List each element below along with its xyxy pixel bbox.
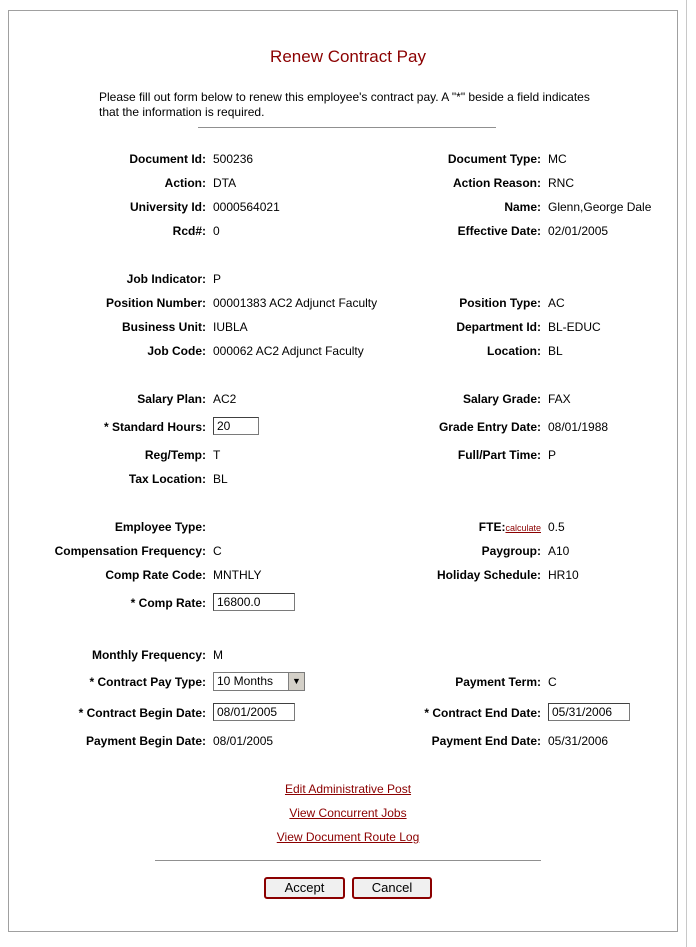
monthly-frequency-value: M (213, 648, 223, 662)
contract-begin-date-input[interactable]: 08/01/2005 (213, 703, 295, 721)
department-id-value: BL-EDUC (548, 320, 601, 334)
payment-end-date-value: 05/31/2006 (548, 734, 609, 748)
holiday-schedule-label: Holiday Schedule: (436, 568, 541, 582)
fte-calculate-link[interactable]: calculate (505, 523, 541, 533)
window-edge (686, 0, 696, 947)
action-value: DTA (213, 176, 237, 190)
salary-grade-value: FAX (548, 392, 571, 406)
job-indicator-label: Job Indicator: (126, 272, 206, 286)
job-code-value: 000062 AC2 Adjunct Faculty (213, 344, 364, 358)
instructions-text: Please fill out form below to renew this employee's contract pay. A "*" beside a field indicates that the information is required. (99, 90, 590, 119)
employee-type-label: Employee Type: (114, 520, 206, 534)
salary-grade-label: Salary Grade: (462, 392, 541, 406)
accept-button[interactable]: Accept (264, 877, 345, 899)
paygroup-label: Paygroup: (481, 544, 541, 558)
fte-label: FTE: (478, 520, 506, 534)
full-part-time-label: Full/Part Time: (457, 448, 541, 462)
document-id-label: Document Id: (129, 152, 206, 166)
name-label: Name: (504, 200, 541, 214)
holiday-schedule-value: HR10 (548, 568, 579, 582)
action-reason-value: RNC (548, 176, 574, 190)
grade-entry-date-label: Grade Entry Date: (438, 420, 541, 434)
comp-rate-code-label: Comp Rate Code: (105, 568, 206, 582)
payment-begin-date-value: 08/01/2005 (213, 734, 274, 748)
payment-term-value: C (548, 675, 557, 689)
effective-date-value: 02/01/2005 (548, 224, 609, 238)
payment-end-date-label: Payment End Date: (431, 734, 541, 748)
job-indicator-value: P (213, 272, 222, 286)
document-type-value: MC (548, 152, 567, 166)
position-number-label: Position Number: (105, 296, 206, 310)
divider (198, 127, 496, 128)
department-id-label: Department Id: (456, 320, 541, 334)
tax-location-label: Tax Location: (128, 472, 206, 486)
view-document-route-log-link[interactable]: View Document Route Log (276, 830, 420, 844)
position-number-value: 00001383 AC2 Adjunct Faculty (213, 296, 378, 310)
reg-temp-value: T (213, 448, 221, 462)
location-label: Location: (487, 344, 541, 358)
rcd-label: Rcd#: (172, 224, 206, 238)
business-unit-value: IUBLA (213, 320, 248, 334)
full-part-time-value: P (548, 448, 557, 462)
business-unit-label: Business Unit: (121, 320, 206, 334)
salary-plan-value: AC2 (213, 392, 237, 406)
effective-date-label: Effective Date: (457, 224, 541, 238)
position-type-value: AC (548, 296, 565, 310)
payment-term-label: Payment Term: (455, 675, 541, 689)
payment-begin-date-label: Payment Begin Date: (85, 734, 206, 748)
fte-label-group (479, 520, 541, 534)
job-code-label: Job Code: (147, 344, 206, 358)
fte-value: 0.5 (548, 520, 565, 534)
position-type-label: Position Type: (459, 296, 541, 310)
university-id-value: 0000564021 (213, 200, 280, 214)
action-reason-label: Action Reason: (452, 176, 541, 190)
dropdown-arrow-icon[interactable]: ▼ (288, 673, 304, 690)
standard-hours-input[interactable]: 20 (213, 417, 259, 435)
action-label: Action: (164, 176, 206, 190)
contract-pay-type-label: * Contract Pay Type: (89, 675, 206, 689)
paygroup-value: A10 (548, 544, 570, 558)
comp-rate-input[interactable]: 16800.0 (213, 593, 295, 611)
contract-end-date-input[interactable]: 05/31/2006 (548, 703, 630, 721)
grade-entry-date-value: 08/01/1988 (548, 420, 609, 434)
compensation-frequency-label: Compensation Frequency: (54, 544, 206, 558)
university-id-label: University Id: (129, 200, 206, 214)
contract-end-date-label: * Contract End Date: (424, 706, 541, 720)
contract-pay-type-selected: 10 Months (217, 674, 274, 688)
location-value: BL (548, 344, 563, 358)
reg-temp-label: Reg/Temp: (144, 448, 206, 462)
tax-location-value: BL (213, 472, 228, 486)
standard-hours-label: * Standard Hours: (103, 420, 206, 434)
salary-plan-label: Salary Plan: (137, 392, 206, 406)
view-concurrent-jobs-link[interactable]: View Concurrent Jobs (289, 806, 407, 820)
comp-rate-code-value: MNTHLY (213, 568, 262, 582)
cancel-button[interactable]: Cancel (352, 877, 432, 899)
contract-pay-type-select[interactable] (213, 672, 305, 691)
document-type-label: Document Type: (447, 152, 541, 166)
edit-administrative-post-link[interactable]: Edit Administrative Post (284, 782, 412, 796)
contract-begin-date-label: * Contract Begin Date: (78, 706, 206, 720)
divider-bottom (155, 860, 541, 861)
monthly-frequency-label: Monthly Frequency: (91, 648, 206, 662)
name-value: Glenn,George Dale (548, 200, 652, 214)
compensation-frequency-value: C (213, 544, 222, 558)
rcd-value: 0 (213, 224, 220, 238)
page-title: Renew Contract Pay (270, 47, 426, 66)
comp-rate-label: * Comp Rate: (130, 596, 206, 610)
document-id-value: 500236 (213, 152, 254, 166)
